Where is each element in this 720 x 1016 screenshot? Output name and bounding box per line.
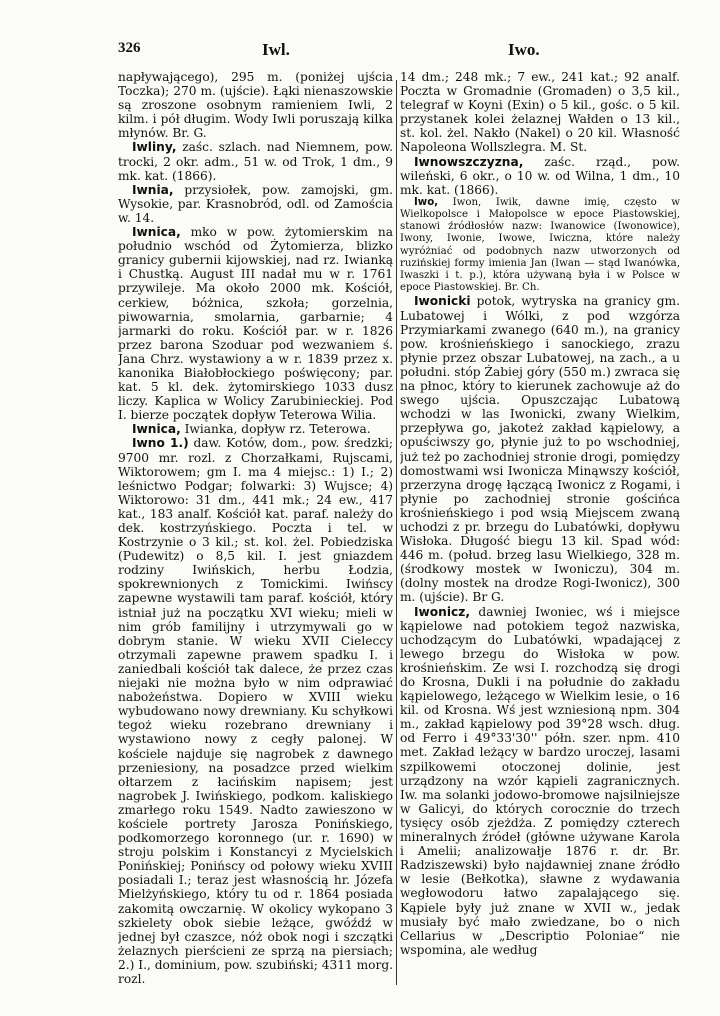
entry-headword: Iwnica, xyxy=(132,422,181,437)
entry-text: mko w pow. żytomierskim na południo wschód od Żytomierza, blizko granicy gubernii kijowskiej, nad rz. Iwianką i Chustką. August III nadał mu w r. 1761 przywileje. Ma około 2000 mk. Kościół, cerkiew, bóżnica, szkoła; gorzelnia, piwowarnia, smolarnia, garbarnie; 4 jarmarki do roku. Kościół par. w r. 1826 przez barona Szoduar pod wezwaniem ś. Jana Chrz. wystawiony a w r. 1839 przez x. kanonika Białobłockiego poświęcony; par. kat. 5 kl. dek. żytomirskiego 1033 dusz liczy. Kaplica w Wolicy Zarubinieckiej. Pod I. bierze początek dopływ Teterowa Wilia. xyxy=(118,225,393,423)
entry-iwliny xyxy=(118,140,393,182)
entry-text: Iwianka, dopływ rz. Teterowa. xyxy=(184,422,371,437)
entry-iwonicz xyxy=(400,605,680,957)
entry-iwno-continuation xyxy=(400,70,680,155)
entry-iwnica xyxy=(118,225,393,422)
entry-headword: Iwno 1.) xyxy=(132,436,189,451)
entry-text: 14 dm.; 248 mk.; 7 ew., 241 kat.; 92 analf. Poczta w Gromadnie (Gromaden) o 3,5 kil., telegraf w Koyni (Exin) o 5 kil., gośc. o 5 kil. przystanek kolei żelaznej Wałden o 13 kil., st. kol. żel. Nakło (Nakel) o 20 kil. Własność Napoleona Wollszlegra. M. St. xyxy=(400,70,680,155)
page-header xyxy=(0,40,720,62)
entry-headword: Iwonicz, xyxy=(414,604,470,619)
entry-iwno xyxy=(118,436,393,986)
entry-headword: Iwliny, xyxy=(132,140,177,155)
entry-headword: Iwnia, xyxy=(132,182,174,197)
entry-iwonicki xyxy=(400,294,680,604)
entry-text: napływającego), 295 m. (poniżej ujścia Toczka); 270 m. (ujście). Łąki nienaszowskie są zroszone osobnym ramieniem Iwli, 2 kilm. i pół długim. Wody Iwli poruszają kilka młynów. Br. G. xyxy=(118,70,393,141)
running-head-left: Iwl. xyxy=(262,40,290,59)
entry-headword: Iwnica, xyxy=(132,225,181,240)
entry-iwnia xyxy=(118,183,393,225)
entry-text: potok, wytryska na granicy gm. Lubatowej i Wólki, z pod wzgórza Przymiarkami zwanego (640 m.), na granicy pow. krośnieńskiego i sanockiego, zrazu płynie przez obszar Lubatowej, na zach., a u południ. stóp Żabiej góry (550 m.) zwraca się na płnoc, który to kierunek zachowuje aż do swego ujścia. Opuszczając Lubatową wchodzi w las Iwonicki, zwany Wielkim, przepływa go, jakoteż zakład kąpielowy, a opuściwszy go, płynie już to po wschodniej, już też po zachodniej stronie drogi, pomiędzy domostwami wsi Iwonicza Minąwszy kościół, przerzyna drogę łączącą Iwonicz z Rogami, i płynie po zachodniej stronie gościńca krośnieńskiego i pod wsią Miejscem zwaną uchodzi z pr. brzegu do Lubatówki, dopływu Wisłoka. Długość biegu 13 kil. Spad wód: 446 m. (połud. brzeg lasu Wielkiego, 328 m. (środkowy mostek w Iwoniczu), 304 m. (dolny mostek na drodze Rogi-Iwonicz), 300 m. (ujście). Br G. xyxy=(400,294,680,605)
entry-text: zaśc. szlach. nad Niemnem, pow. trocki, 2 okr. adm., 51 w. od Trok, 1 dm., 9 mk. kat. (1866). xyxy=(118,140,393,183)
entry-headword: Iwonicki xyxy=(414,294,471,309)
entry-text: dawniej Iwoniec, wś i miejsce kąpielowe nad potokiem tegoż nazwiska, uchodzącym do Lubatówki, wpadającej z lewego brzegu do Wisłoka w pow. krośnieńskim. Ze wsi I. rozchodzą się drogi do Krosna, Dukli i na południe do zakładu kąpielowego, leżącego w Wielkim lesie, o 16 kil. od Krosna. Wś jest wzniesioną npm. 304 m., zakład kąpielowy pod 39°28 wsch. dług. od Ferro i 49°33'30'' półn. szer. npm. 410 met. Zakład leżący w bardzo uroczej, lasami szpilkowemi otoczonej dolinie, jest urządzony na wzór kąpieli zagranicznych. Iw. ma solanki jodowo-bromowe najsilniejsze w Galicyi, do których corocznie do trzech tysięcy osób zjeżdża. Z pomiędzy czterech mineralnych źródeł (główne używane Karola i Amelii; analizowałje 1876 r. dr. Br. Radziszewski) było najdawniej znane źródło w lesie (Bełkotka), sławne z wydawania wegłowodoru łatwo zapalającego się. Kąpiele były już znane w XVII w., jedak musiały być mało zwiedzane, bo o nich Cellarius w „Descriptio Poloniae“ nie wspomina, ale według xyxy=(400,604,680,957)
entry-iwnica-river xyxy=(118,422,393,436)
page-number: 326 xyxy=(118,40,141,56)
right-column xyxy=(400,70,680,1010)
entry-iwl-continuation xyxy=(118,70,393,140)
column-divider xyxy=(396,80,397,985)
entry-text: daw. Kotów, dom., pow. średzki; 9700 mr. rozl. z Chorzałkami, Rujscami, Wiktorowem; gm I. ma 4 miejsc.: 1) I.; 2) leśnictwo Podgar; folwarki: 3) Wujsce; 4) Wiktorowo: 31 dm., 441 mk.; 24 ew., 417 kat., 183 analf. Kościół kat. paraf. należy do dek. kostrzyńskiego. Poczta i tel. w Kostrzynie o 3 kil.; st. kol. żel. Pobiedziska (Pudewitz) o 8,5 kil. I. jest gniazdem rodziny Iwińskich, herbu Łodzia, spokrewnionych z Tomickimi. Iwińscy zapewne wystawili tam paraf. kościół, który istniał już na początku XVI wieku; mieli w nim grób familijny i utrzymywali go w dobrym stanie. W wieku XVII Cieleccy otrzymali zapewne prawem spadku I. i zaniedbali kościół tak dalece, że przez czas niejaki nie można było w nim odprawiać nabożeństwa. Dopiero w XVIII wieku wybudowano nowy drewniany. Ku schyłkowi tegoż wieku rozebrano drewniany i wystawiono nowy z cegły palonej. W kościele najduje się nagrobek z dawnego przeniesiony, na posadzce przed wielkim ołtarzem z łacińskim napisem; jest nagrobek J. Iwińskiego, podkom. kaliskiego zmarłego roku 1549. Nadto zawieszono w kościele portrety Jarosza Ponińskiego, podkomorzego koronnego (ur. r. 1690) w stroju polskim i Konstancyi z Mycielskich Ponińskiej; Ponińscy od połowy wieku XVIII posiadali I.; teraz jest własnością hr. Józefa Mielżyńskiego, który tu od r. 1864 posiada zakomitą owczarnię. W okolicy wykopano 3 szkielety obok siebie leżące, gwóźdź w jednej był czaszce, nóż obok nogi i szczątki żelaznych pierścieni ze sprzą na piersiach; 2.) I., dominium, pow. szubiński; 4311 morg. rozl. xyxy=(118,436,393,986)
entry-headword: Iwnowszczyzna, xyxy=(414,154,524,169)
entry-iwnowszczyzna xyxy=(400,155,680,197)
entry-iwo xyxy=(400,197,680,295)
entry-text: Iwon, Iwik, dawne imię, często w Wielkopolsce i Małopolsce w epoce Piastowskiej, stanowi źródłosłów nazw: Iwanowice (Iwonowice), Iwony, Iwonie, Iwowe, Iwiczna, które należy wyróżniać od podobnych nazw utworzonych od ruzińskiej formy imienia Jan (Iwan — stąd Iwanówka, Iwaszki i t. p.), która używaną była i w Polsce w epoce Piastowskiej. Br. Ch. xyxy=(400,196,680,294)
entry-headword: Iwo, xyxy=(414,196,439,208)
entry-text: przysiołek, pow. zamojski, gm. Wysokie, par. Krasnobród, odl. od Zamościa w. 14. xyxy=(118,182,393,225)
entry-text: zaśc. rząd., pow. wileński, 6 okr., o 10 w. od Wilna, 1 dm., 10 mk. kat. (1866). xyxy=(400,154,680,197)
running-head-right: Iwo. xyxy=(508,40,540,59)
left-column xyxy=(118,70,393,1010)
